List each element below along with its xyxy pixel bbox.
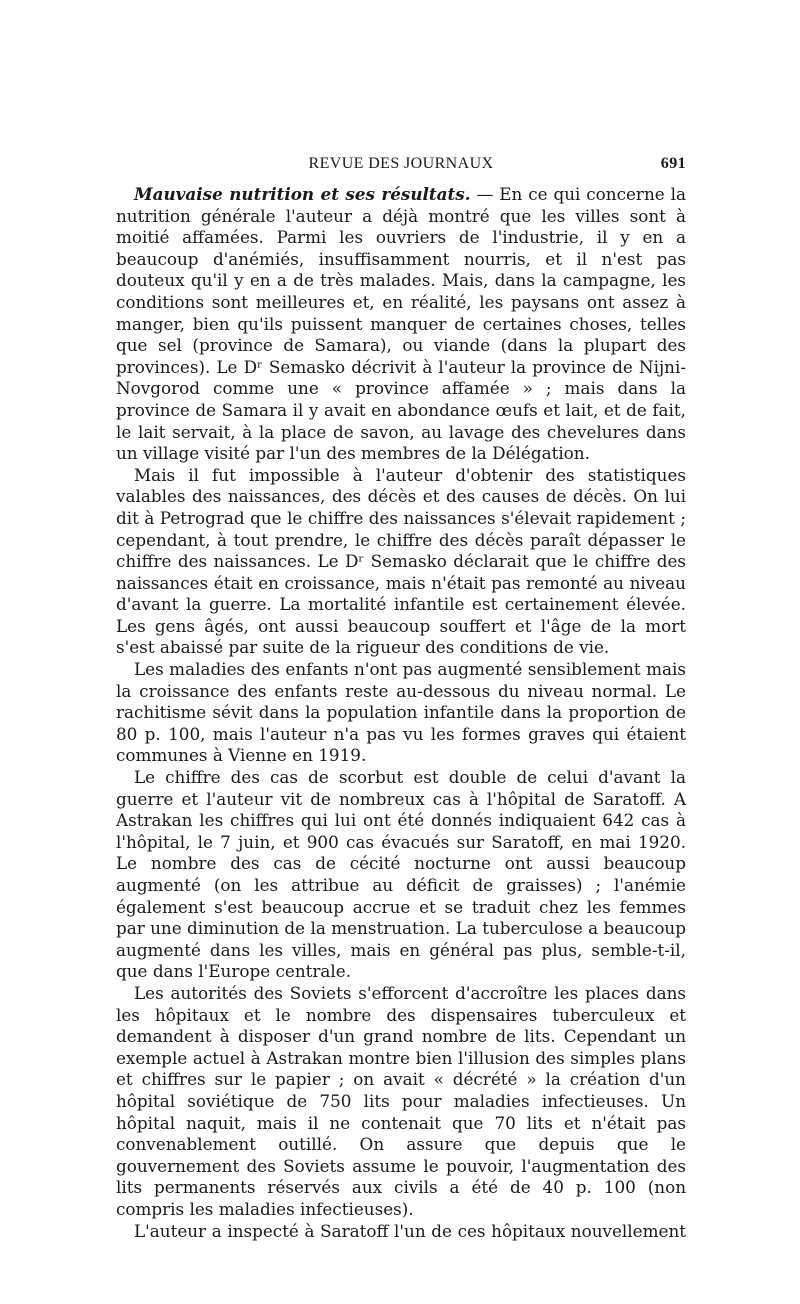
paragraph-childhood-diseases (116, 659, 686, 767)
paragraph-text: Les autorités des Soviets s'efforcent d'accroître les places dans les hôpitaux et le nombre des dispensaires tuberculeux et demandent à disposer d'un grand nombre de lits. Cependant un exemple actuel à Astrakan montre bien l'illusion des simples plans et chiffres sur le papier ; on avait « décrété » la création d'un hôpital soviétique de 750 lits pour maladies infectieuses. Un hôpital naquit, mais il ne contenait que 70 lits et n'était pas convenablement outillé. On assure que depuis que le gouvernement des Soviets assume le pouvoir, l'augmentation des lits permanents réservés aux civils a été de 40 p. 100 (non compris les maladies infectieuses). (116, 982, 686, 1219)
paragraph-statistics (116, 465, 686, 659)
paragraph-text: Les maladies des enfants n'ont pas augmenté sensiblement mais la croissance des enfants reste au-dessous du niveau normal. Le rachitisme sévit dans la population infantile dans la proportion de 80 p. 100, mais l'auteur n'a pas vu les formes graves qui étaient communes à Vienne en 1919. (116, 659, 686, 766)
page-header (116, 155, 686, 181)
paragraph-text: L'auteur a inspecté à Saratoff l'un de ces hôpitaux nouvellement (134, 1220, 686, 1241)
journal-page (116, 155, 686, 1242)
paragraph-saratoff (116, 1221, 686, 1243)
page-number: 691 (660, 155, 686, 172)
paragraph-text: — En ce qui concerne la nutrition générale l'auteur a déjà montré que les villes sont à moitié affamées. Parmi les ouvriers de l'industrie, il y en a beaucoup d'anémiés, insuffisamment nourris, et il n'est pas douteux qu'il y en a de très malades. Mais, dans la campagne, les conditions sont meilleures et, en réalité, les paysans ont assez à manger, bien qu'ils puissent manquer de certaines choses, telles que sel (province de Samara), ou viande (dans la plupart des provinces). Le Dʳ Semasko décrivit à l'auteur la province de Nijni-Novgorod comme une « province affamée » ; mais dans la province de Samara il y avait en abondance œufs et lait, et de fait, le lait servait, à la place de savon, au lavage des chevelures dans un village visité par l'un des membres de la Délégation. (116, 184, 686, 464)
paragraph-text: Mais il fut impossible à l'auteur d'obtenir des statistiques valables des naissances, des décès et des causes de décès. On lui dit à Petrograd que le chiffre des naissances s'élevait rapidement ; cependant, à tout prendre, le chiffre des décès paraît dépasser le chiffre des naissances. Le Dʳ Semasko déclarait que le chiffre des naissances était en croissance, mais n'était pas remonté au niveau d'avant la guerre. La mortalité infantile est certainement élevée. Les gens âgés, ont aussi beaucoup souffert et l'âge de la mort s'est abaissé par suite de la rigueur des conditions de vie. (116, 464, 686, 658)
paragraph-nutrition (116, 184, 686, 465)
paragraph-text: Le chiffre des cas de scorbut est double de celui d'avant la guerre et l'auteur vit de nombreux cas à l'hôpital de Saratoff. A Astrakan les chiffres qui lui ont été donnés indiquaient 642 cas à l'hôpital, le 7 juin, et 900 cas évacués sur Saratoff, en mai 1920. Le nombre des cas de cécité nocturne ont aussi beaucoup augmenté (on les attribue au déficit de graisses) ; l'anémie également s'est beaucoup accrue et se traduit chez les femmes par une diminution de la menstruation. La tuberculose a beaucoup augmenté dans les villes, mais en général pas plus, semble-t-il, que dans l'Europe centrale. (116, 767, 686, 982)
running-title: REVUE DES JOURNAUX (308, 155, 494, 172)
article-body (116, 184, 686, 1242)
paragraph-scurvy (116, 767, 686, 983)
paragraph-hospitals (116, 983, 686, 1221)
section-lead-title: Mauvaise nutrition et ses résultats. (134, 184, 471, 204)
